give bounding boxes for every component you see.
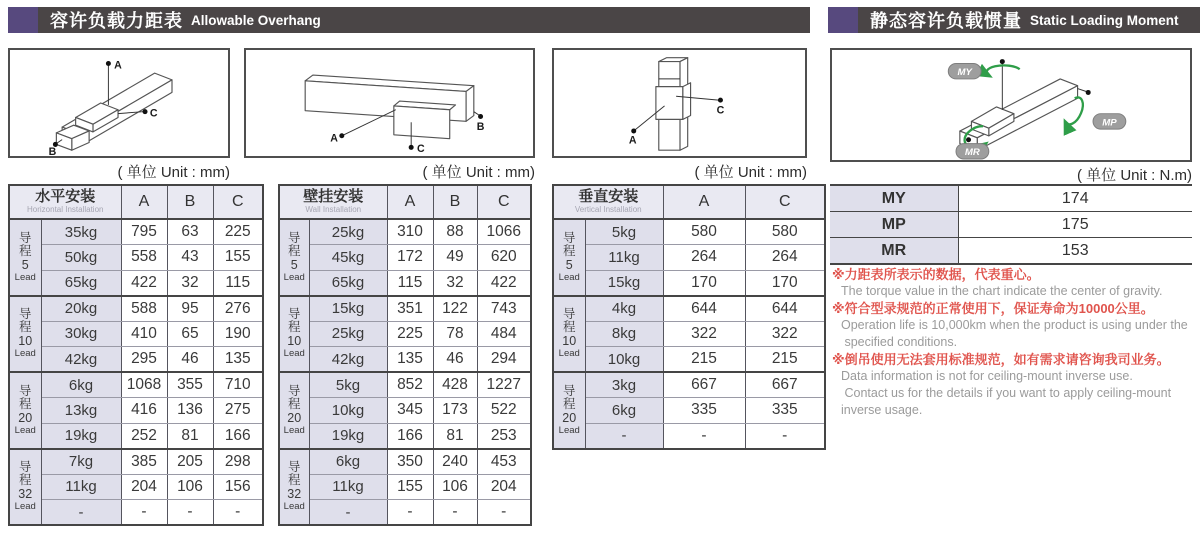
value-cell: 46 [433, 347, 477, 373]
table-row [279, 219, 531, 245]
value-cell: 106 [167, 474, 213, 500]
value-cell: 215 [663, 347, 745, 373]
load-cell: 20kg [41, 296, 121, 322]
lead-number: 5 [290, 257, 298, 272]
value-cell: 240 [433, 449, 477, 475]
note-line-en: Operation life is 10,000km when the product is using under the [841, 318, 1188, 332]
load-cell: 42kg [309, 347, 387, 373]
lead-char: 程 [562, 396, 576, 411]
lead-number: 20 [562, 410, 577, 425]
value-cell: 115 [213, 270, 263, 296]
point-label-a: A [330, 132, 338, 145]
value-cell: 428 [433, 372, 477, 398]
note-line-en: inverse usage. [841, 403, 923, 417]
column-header: C [213, 185, 263, 219]
load-cell: - [585, 423, 663, 449]
table-row [279, 270, 531, 296]
moment-value-cell: 175 [958, 212, 1192, 238]
lead-char: 导 [562, 230, 576, 245]
purple-accent-square [828, 7, 858, 33]
table-title-cn: 垂直安装 [578, 188, 639, 205]
table-row [9, 245, 263, 271]
load-cell: 11kg [41, 474, 121, 500]
lead-word: Lead [558, 424, 580, 436]
table-row [9, 347, 263, 373]
note-line-cn: ※符合型录规范的正常使用下，保证寿命为10000公里。 [832, 301, 1154, 316]
table-title-en: Vertical Installation [574, 205, 642, 214]
table-header-row [279, 185, 531, 219]
load-cell: 3kg [585, 372, 663, 398]
footnotes [832, 266, 1200, 419]
lead-group-cell [9, 372, 41, 449]
lead-group-cell [9, 219, 41, 296]
value-cell: 172 [387, 245, 433, 271]
point-label-a: A [114, 59, 122, 72]
table-header-row [553, 185, 825, 219]
value-cell: - [121, 500, 167, 526]
note-line-en: specified conditions. [841, 335, 958, 349]
column-header: B [167, 185, 213, 219]
isometric-actuator-drawing [10, 50, 228, 156]
lead-char: 程 [18, 396, 32, 411]
load-cell: 25kg [309, 321, 387, 347]
section-title-cn: 容许负载力距表 [50, 11, 183, 31]
value-cell: 852 [387, 372, 433, 398]
value-cell: 170 [745, 270, 825, 296]
moment-axes-drawing [832, 50, 1190, 160]
table-row [9, 449, 263, 475]
load-cell: 11kg [585, 245, 663, 271]
table-header-row [9, 185, 263, 219]
value-cell: 63 [167, 219, 213, 245]
value-cell: 644 [663, 296, 745, 322]
table-title-en: Wall Installation [305, 205, 362, 214]
section-title-cn: 静态容许负载惯量 [870, 11, 1022, 31]
value-cell: 166 [387, 423, 433, 449]
value-cell: 422 [121, 270, 167, 296]
lead-char: 导 [18, 307, 32, 322]
overhang-table [8, 184, 264, 526]
table-row [279, 500, 531, 526]
load-cell: 13kg [41, 398, 121, 424]
table-row [9, 296, 263, 322]
value-cell: 49 [433, 245, 477, 271]
overhang-table [552, 184, 826, 450]
load-cell: 4kg [585, 296, 663, 322]
unit-label-mm: ( 单位 Unit : mm) [117, 164, 230, 181]
vertical-installation-diagram [552, 48, 807, 158]
lead-char: 导 [287, 307, 301, 322]
moment-label-mp: MP [1102, 117, 1117, 129]
value-cell: 95 [167, 296, 213, 322]
load-cell: 15kg [585, 270, 663, 296]
value-cell: 580 [745, 219, 825, 245]
lead-char: 程 [287, 473, 301, 488]
value-cell: 170 [663, 270, 745, 296]
value-cell: 46 [167, 347, 213, 373]
table-row [279, 347, 531, 373]
load-cell: 19kg [41, 423, 121, 449]
value-cell: 335 [663, 398, 745, 424]
table-title-cn: 壁挂安装 [303, 188, 364, 205]
load-cell: 5kg [585, 219, 663, 245]
lead-word: Lead [283, 348, 305, 360]
lead-group-cell [553, 372, 585, 449]
value-cell: 644 [745, 296, 825, 322]
table-row [553, 296, 825, 322]
lead-number: 10 [562, 334, 577, 349]
lead-word: Lead [14, 348, 36, 360]
column-header: B [433, 185, 477, 219]
lead-number: 5 [565, 257, 573, 272]
vertical-installation-table [552, 184, 826, 450]
wall-installation-table [278, 184, 532, 526]
value-cell: 135 [213, 347, 263, 373]
load-cell: - [41, 500, 121, 526]
table-title-cn: 水平安装 [35, 188, 96, 205]
value-cell: 155 [213, 245, 263, 271]
value-cell: 204 [121, 474, 167, 500]
value-cell: 252 [121, 423, 167, 449]
load-cell: 19kg [309, 423, 387, 449]
unit-label-mm: ( 单位 Unit : mm) [694, 164, 807, 181]
static-moment-diagram [830, 48, 1192, 162]
value-cell: 410 [121, 321, 167, 347]
lead-char: 导 [18, 230, 32, 245]
lead-char: 导 [18, 460, 32, 475]
lead-word: Lead [14, 271, 36, 283]
note-line-en: The torque value in the chart indicate the center of gravity. [841, 284, 1163, 298]
table-row [9, 423, 263, 449]
point-label-c: C [149, 107, 158, 120]
lead-number: 20 [18, 410, 33, 425]
lead-number: 5 [21, 257, 29, 272]
lead-char: 导 [287, 230, 301, 245]
value-cell: 204 [477, 474, 531, 500]
load-cell: 65kg [309, 270, 387, 296]
value-cell: 322 [663, 321, 745, 347]
load-cell: 11kg [309, 474, 387, 500]
value-cell: 484 [477, 321, 531, 347]
value-cell: 522 [477, 398, 531, 424]
lead-word: Lead [283, 424, 305, 436]
load-cell: 5kg [309, 372, 387, 398]
moment-value-cell: 153 [958, 238, 1192, 265]
value-cell: 310 [387, 219, 433, 245]
column-header: C [745, 185, 825, 219]
table-row [279, 423, 531, 449]
load-cell: 30kg [41, 321, 121, 347]
lead-char: 程 [562, 320, 576, 335]
value-cell: 205 [167, 449, 213, 475]
point-label-b: B [48, 146, 57, 156]
table-row [9, 398, 263, 424]
moment-label-my: MY [957, 67, 972, 79]
table-row [279, 398, 531, 424]
value-cell: 322 [745, 321, 825, 347]
table-row [9, 321, 263, 347]
value-cell: 588 [121, 296, 167, 322]
table-row [9, 372, 263, 398]
value-cell: 580 [663, 219, 745, 245]
value-cell: 173 [433, 398, 477, 424]
moment-axis-cell: MR [830, 238, 958, 265]
moment-label-mr: MR [964, 147, 980, 159]
table-title-cell [553, 185, 663, 219]
value-cell: 276 [213, 296, 263, 322]
load-cell: 25kg [309, 219, 387, 245]
value-cell: 264 [663, 245, 745, 271]
point-label-c: C [716, 104, 725, 117]
value-cell: 215 [745, 347, 825, 373]
moment-axis-cell: MP [830, 212, 958, 238]
value-cell: 78 [433, 321, 477, 347]
static-moment-table [830, 184, 1192, 265]
column-header: A [663, 185, 745, 219]
value-cell: 422 [477, 270, 531, 296]
lead-group-cell [553, 219, 585, 296]
lead-word: Lead [558, 271, 580, 283]
value-cell: 155 [387, 474, 433, 500]
lead-char: 程 [562, 243, 576, 258]
value-cell: 667 [663, 372, 745, 398]
lead-group-cell [9, 296, 41, 373]
value-cell: 190 [213, 321, 263, 347]
lead-char: 程 [287, 243, 301, 258]
load-cell: 10kg [585, 347, 663, 373]
value-cell: 294 [477, 347, 531, 373]
lead-group-cell [279, 449, 309, 526]
value-cell: 620 [477, 245, 531, 271]
section-header-allowable-overhang [8, 7, 810, 33]
load-cell: 65kg [41, 270, 121, 296]
table-row [553, 423, 825, 449]
lead-group-cell [279, 219, 309, 296]
table-row [279, 296, 531, 322]
table-row [553, 270, 825, 296]
value-cell: 81 [167, 423, 213, 449]
table-row [279, 372, 531, 398]
lead-group-cell [553, 296, 585, 373]
lead-number: 32 [287, 487, 302, 502]
value-cell: 156 [213, 474, 263, 500]
value-cell: 710 [213, 372, 263, 398]
point-label-c: C [416, 143, 425, 156]
column-header: C [477, 185, 531, 219]
table-row [553, 321, 825, 347]
load-cell: 10kg [309, 398, 387, 424]
horizontal-installation-table [8, 184, 264, 526]
table-row [279, 449, 531, 475]
value-cell: 345 [387, 398, 433, 424]
value-cell: - [213, 500, 263, 526]
lead-number: 10 [287, 334, 302, 349]
value-cell: 350 [387, 449, 433, 475]
load-cell: 42kg [41, 347, 121, 373]
load-cell: 35kg [41, 219, 121, 245]
lead-group-cell [279, 296, 309, 373]
value-cell: 295 [121, 347, 167, 373]
value-cell: 385 [121, 449, 167, 475]
lead-char: 导 [562, 383, 576, 398]
lead-char: 程 [18, 320, 32, 335]
lead-char: 程 [18, 473, 32, 488]
horizontal-installation-diagram [8, 48, 230, 158]
lead-number: 10 [18, 334, 33, 349]
note-line-cn: ※力距表所表示的数据，代表重心。 [832, 267, 1040, 282]
lead-group-cell [279, 372, 309, 449]
unit-label-mm: ( 单位 Unit : mm) [422, 164, 535, 181]
table-row [553, 372, 825, 398]
value-cell: 1227 [477, 372, 531, 398]
value-cell: 355 [167, 372, 213, 398]
table-row [279, 321, 531, 347]
moment-row [830, 185, 1192, 212]
value-cell: 166 [213, 423, 263, 449]
value-cell: - [387, 500, 433, 526]
section-header-static-loading-moment [828, 7, 1200, 33]
value-cell: - [433, 500, 477, 526]
value-cell: 81 [433, 423, 477, 449]
value-cell: 225 [213, 219, 263, 245]
value-cell: 32 [167, 270, 213, 296]
value-cell: 136 [167, 398, 213, 424]
value-cell: 106 [433, 474, 477, 500]
value-cell: 275 [213, 398, 263, 424]
lead-char: 程 [287, 396, 301, 411]
load-cell: 6kg [41, 372, 121, 398]
lead-word: Lead [558, 348, 580, 360]
note-line-en: Contact us for the details if you want to apply ceiling-mount [841, 386, 1172, 400]
value-cell: 351 [387, 296, 433, 322]
load-cell: 45kg [309, 245, 387, 271]
table-title-cell [279, 185, 387, 219]
section-title-en: Static Loading Moment [1030, 12, 1179, 28]
lead-char: 程 [287, 320, 301, 335]
note-line-cn: ※倒吊使用无法套用标准规范，如有需求请咨询我司业务。 [832, 352, 1170, 367]
value-cell: 115 [387, 270, 433, 296]
load-cell: 15kg [309, 296, 387, 322]
point-label-b: B [476, 120, 485, 133]
value-cell: 32 [433, 270, 477, 296]
table-row [553, 245, 825, 271]
value-cell: 1068 [121, 372, 167, 398]
table-title-cell [9, 185, 121, 219]
column-header: A [387, 185, 433, 219]
side-view-actuator-drawing [246, 50, 533, 156]
table-row [553, 347, 825, 373]
lead-char: 程 [18, 243, 32, 258]
load-cell: 6kg [585, 398, 663, 424]
value-cell: 88 [433, 219, 477, 245]
table-row [9, 474, 263, 500]
table-row [9, 219, 263, 245]
moment-table [830, 184, 1192, 265]
lead-word: Lead [14, 501, 36, 513]
lead-number: 32 [18, 487, 33, 502]
lead-number: 20 [287, 410, 302, 425]
lead-char: 导 [287, 460, 301, 475]
value-cell: - [167, 500, 213, 526]
lead-group-cell [9, 449, 41, 526]
value-cell: 1066 [477, 219, 531, 245]
table-row [279, 245, 531, 271]
moment-row [830, 238, 1192, 265]
table-row [9, 270, 263, 296]
value-cell: - [663, 423, 745, 449]
value-cell: 135 [387, 347, 433, 373]
value-cell: 558 [121, 245, 167, 271]
moment-value-cell: 174 [958, 185, 1192, 212]
value-cell: 122 [433, 296, 477, 322]
lead-char: 导 [18, 383, 32, 398]
moment-row [830, 212, 1192, 238]
load-cell: 8kg [585, 321, 663, 347]
value-cell: 416 [121, 398, 167, 424]
value-cell: 298 [213, 449, 263, 475]
table-row [279, 474, 531, 500]
value-cell: 225 [387, 321, 433, 347]
wall-installation-diagram [244, 48, 535, 158]
table-row [9, 500, 263, 526]
purple-accent-square [8, 7, 38, 33]
load-cell: 6kg [309, 449, 387, 475]
lead-char: 导 [287, 383, 301, 398]
value-cell: 795 [121, 219, 167, 245]
value-cell: 667 [745, 372, 825, 398]
vertical-actuator-drawing [554, 50, 805, 156]
section-title-en: Allowable Overhang [191, 12, 321, 28]
load-cell: - [309, 500, 387, 526]
lead-word: Lead [14, 424, 36, 436]
value-cell: 335 [745, 398, 825, 424]
value-cell: 743 [477, 296, 531, 322]
value-cell: 453 [477, 449, 531, 475]
table-row [553, 219, 825, 245]
load-cell: 7kg [41, 449, 121, 475]
table-title-en: Horizontal Installation [27, 205, 104, 214]
value-cell: - [477, 500, 531, 526]
table-row [553, 398, 825, 424]
overhang-table [278, 184, 532, 526]
value-cell: 264 [745, 245, 825, 271]
load-cell: 50kg [41, 245, 121, 271]
lead-word: Lead [283, 501, 305, 513]
note-line-en: Data information is not for ceiling-mount inverse use. [841, 369, 1133, 383]
moment-axis-cell: MY [830, 185, 958, 212]
point-label-a: A [628, 134, 637, 147]
value-cell: 43 [167, 245, 213, 271]
lead-char: 导 [562, 307, 576, 322]
value-cell: 65 [167, 321, 213, 347]
lead-word: Lead [283, 271, 305, 283]
unit-label-nm: ( 单位 Unit : N.m) [1077, 167, 1192, 184]
column-header: A [121, 185, 167, 219]
value-cell: - [745, 423, 825, 449]
value-cell: 253 [477, 423, 531, 449]
